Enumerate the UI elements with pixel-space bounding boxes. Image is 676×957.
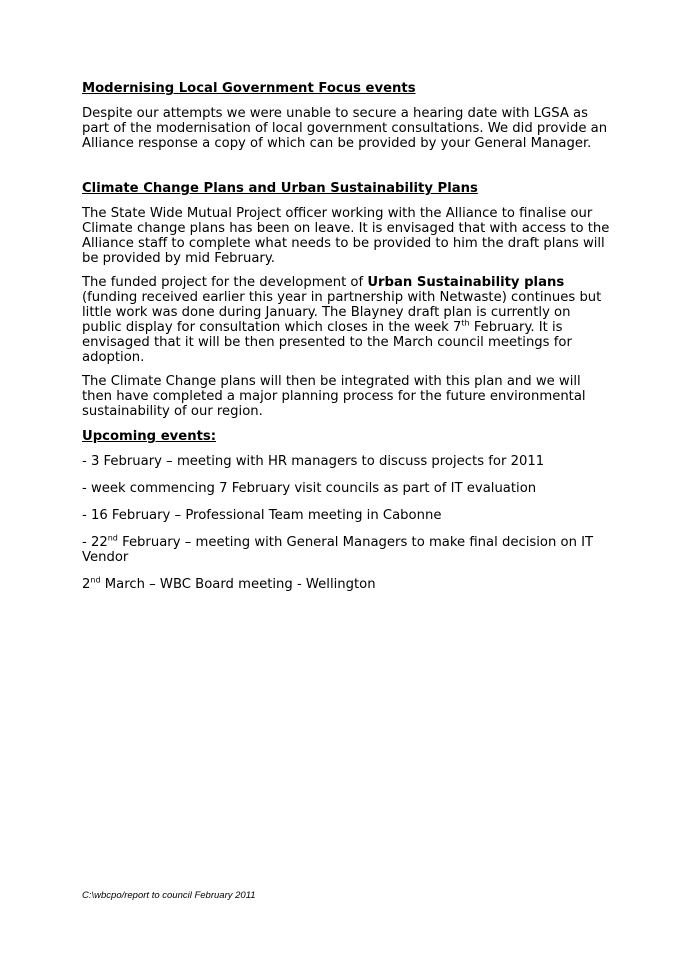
paragraph-urban-sustainability bbox=[82, 275, 612, 365]
document-body bbox=[82, 80, 612, 604]
section-spacer bbox=[82, 160, 612, 180]
event-item: - week commencing 7 February visit councils as part of IT evaluation bbox=[82, 481, 537, 496]
paragraph-text: The funded project for the development of bbox=[82, 275, 368, 290]
event-text: - 22 bbox=[82, 535, 108, 550]
section-heading-modernising: Modernising Local Government Focus events bbox=[82, 81, 416, 96]
ordinal-superscript: nd bbox=[107, 533, 118, 543]
event-item: - 3 February – meeting with HR managers to discuss projects for 2011 bbox=[82, 454, 545, 469]
paragraph-modernising: Despite our attempts we were unable to secure a hearing date with LGSA as part of the modernisation of local government consultations. We did provide an Alliance response a copy of which can be provided by your General Manager. bbox=[82, 106, 608, 151]
paragraph-text: February. It is envisaged that it will be then presented to the March council meetings for adoption. bbox=[82, 320, 572, 365]
event-item bbox=[82, 535, 612, 565]
ordinal-superscript: th bbox=[461, 318, 470, 328]
section-heading-upcoming-events: Upcoming events: bbox=[82, 429, 217, 444]
event-item: - 16 February – Professional Team meeting in Cabonne bbox=[82, 508, 442, 523]
bold-term-urban-sustainability-plans: Urban Sustainability plans bbox=[367, 275, 565, 290]
paragraph-climate-integration: The Climate Change plans will then be integrated with this plan and we will then have completed a major planning process for the future environmental sustainability of our region. bbox=[82, 374, 586, 419]
event-text: March – WBC Board meeting - Wellington bbox=[100, 577, 376, 592]
section-heading-climate: Climate Change Plans and Urban Sustainability Plans bbox=[82, 181, 478, 196]
event-text: February – meeting with General Managers to make final decision on IT Vendor bbox=[82, 535, 594, 565]
event-text: 2 bbox=[82, 577, 91, 592]
footer-file-path: C:\wbcpo/report to council February 2011 bbox=[82, 890, 256, 901]
paragraph-climate-officer: The State Wide Mutual Project officer working with the Alliance to finalise our Climate change plans has been on leave. It is envisaged that with access to the Alliance staff to complete what needs to be provided to him the draft plans will be provided by mid February. bbox=[82, 206, 610, 266]
paragraph-text: (funding received earlier this year in partnership with Netwaste) continues but little work was done during January. The Blayney draft plan is currently on public display for consultation which closes in the week 7 bbox=[82, 290, 602, 335]
ordinal-superscript: nd bbox=[90, 575, 101, 585]
event-item bbox=[82, 577, 612, 592]
